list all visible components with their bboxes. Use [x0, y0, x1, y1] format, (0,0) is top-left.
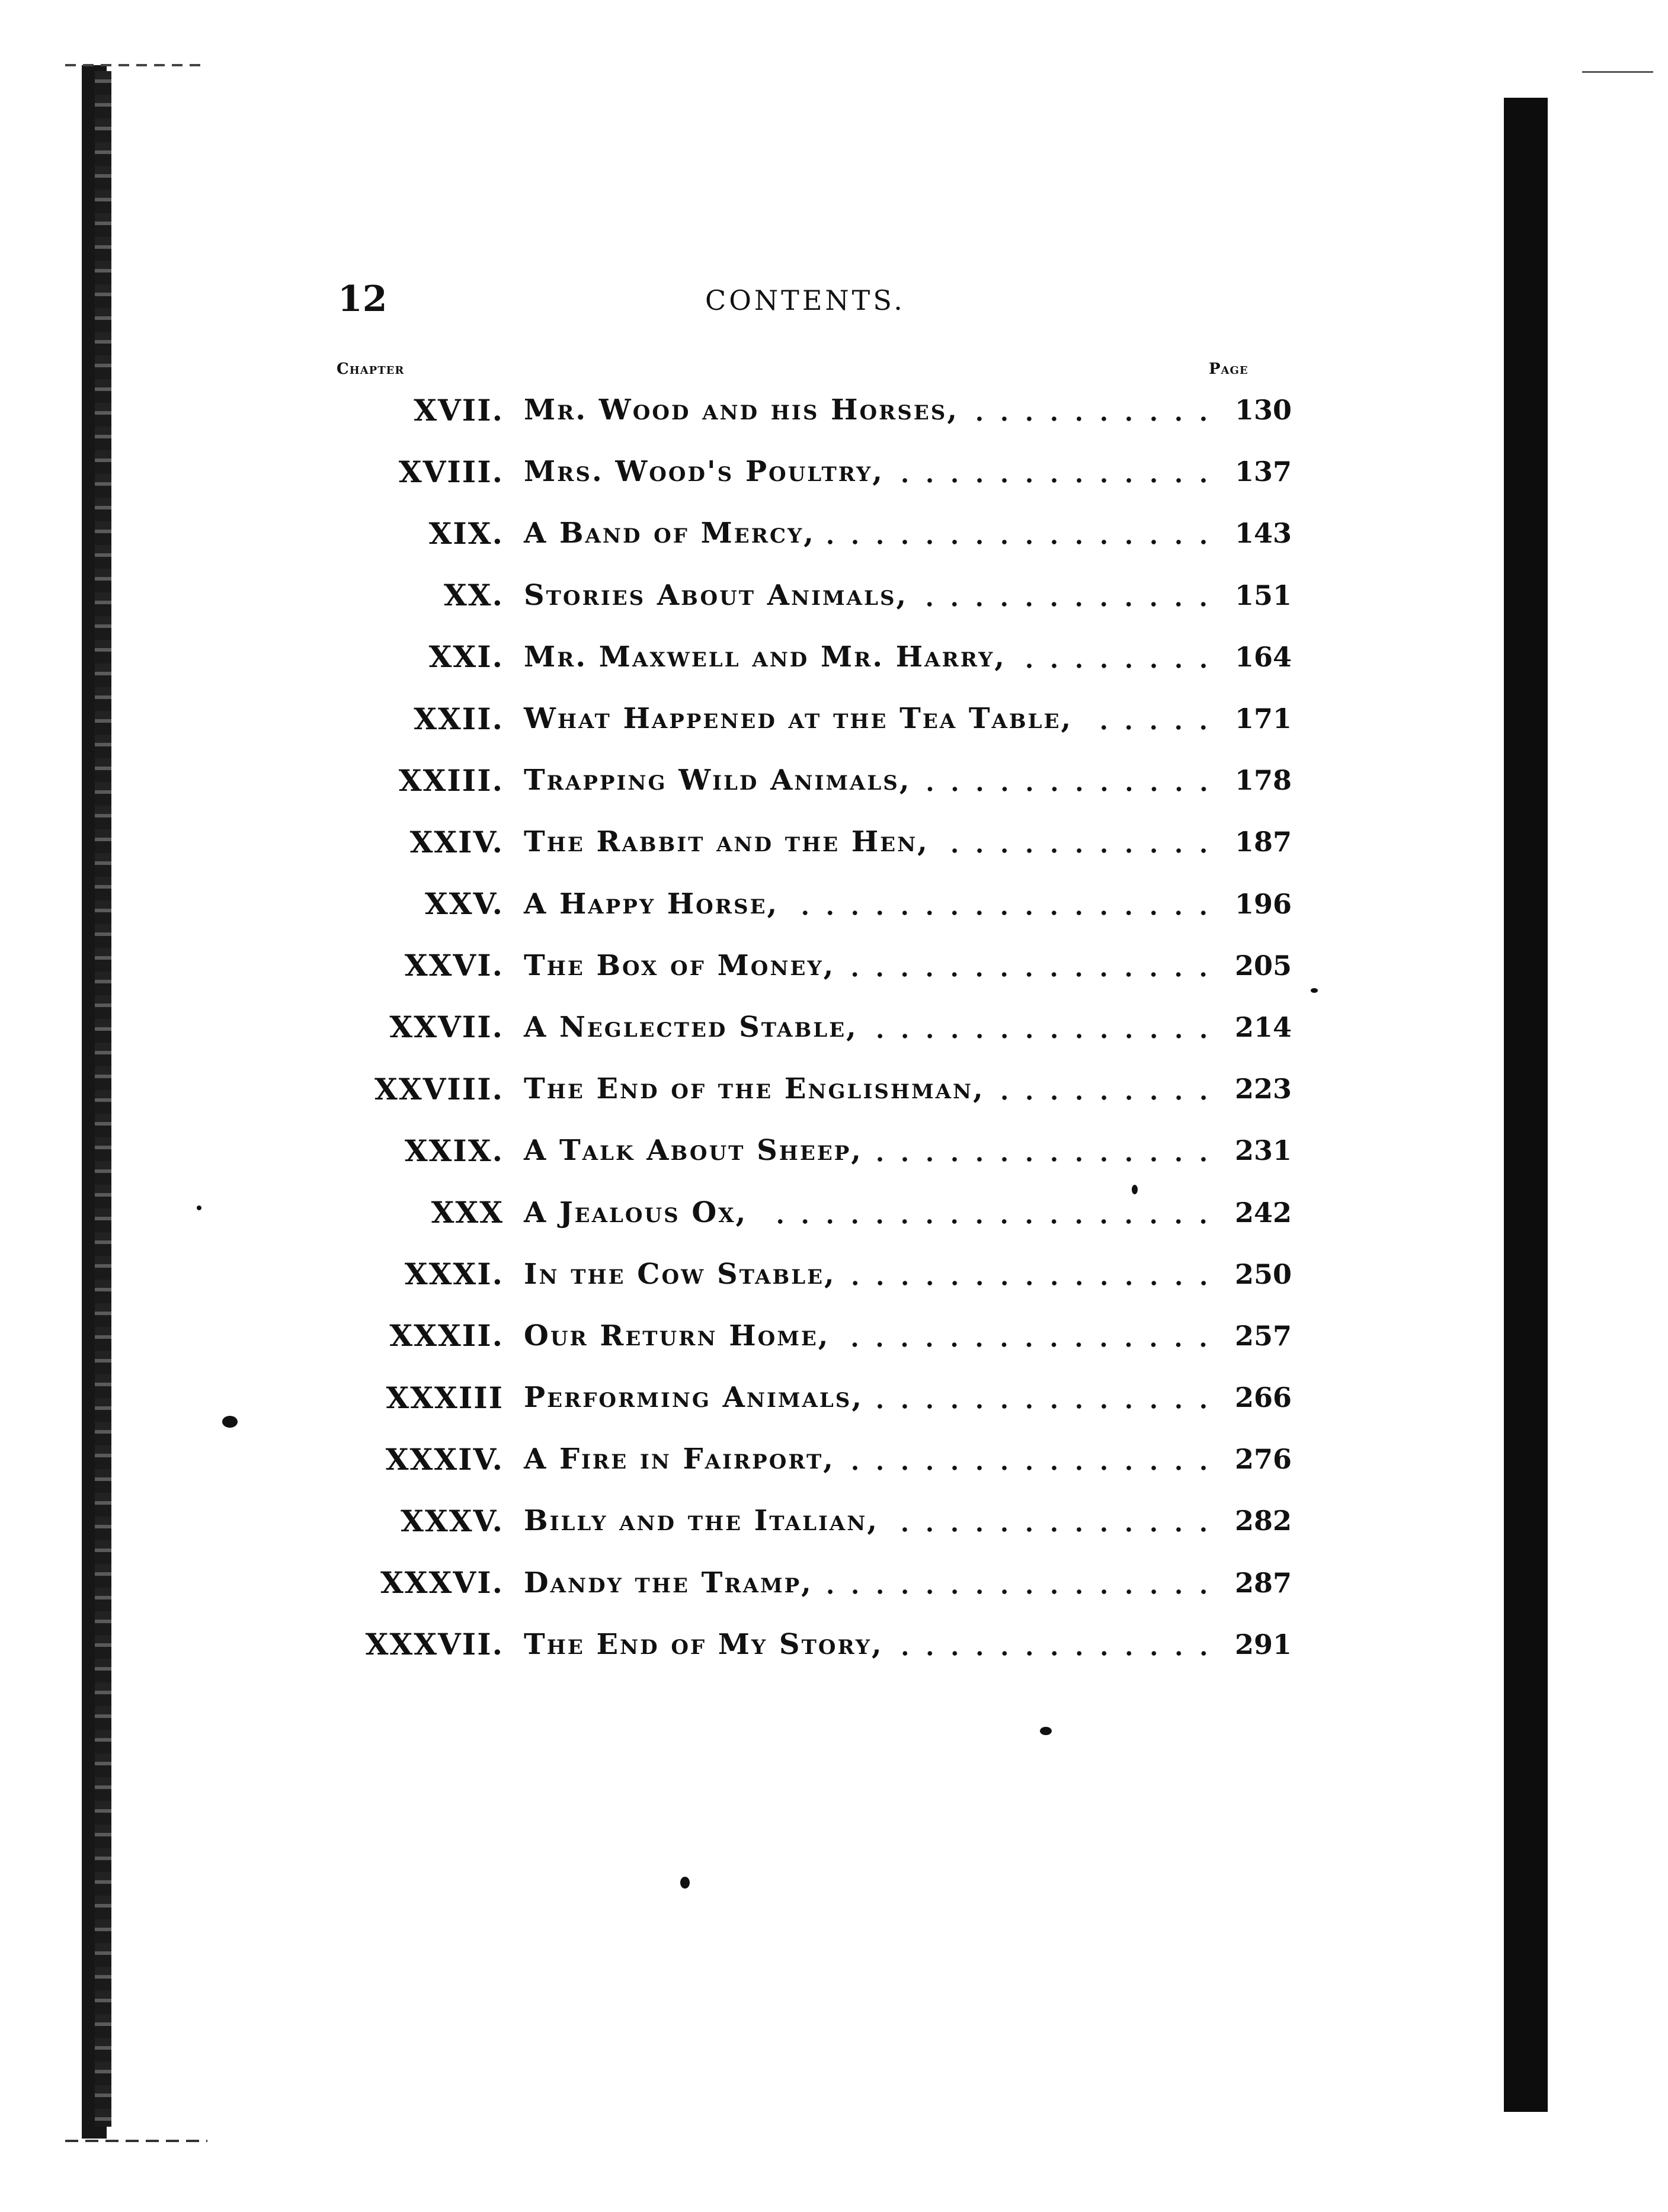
chapter-title: Mrs. Wood's Poultry,	[524, 455, 884, 489]
toc-entry	[332, 1428, 1292, 1490]
toc-entry	[332, 502, 1292, 564]
chapter-title: The Box of Money,	[524, 948, 835, 982]
page-reference: 205	[1234, 949, 1292, 982]
chapter-number: XXIV.	[409, 824, 504, 860]
toc-entry	[332, 1614, 1292, 1675]
chapter-number: XXIX.	[404, 1133, 504, 1168]
dot-leader	[895, 478, 1216, 483]
chapter-title: A Fire in Fairport,	[524, 1442, 835, 1476]
dot-leader	[969, 416, 1216, 421]
chapter-title: The Rabbit and the Hen,	[524, 825, 929, 859]
page-header	[338, 278, 1286, 332]
toc-entry	[332, 1552, 1292, 1614]
chapter-number: XXXII.	[389, 1318, 504, 1354]
dot-leader	[846, 972, 1216, 977]
chapter-title: Billy and the Italian,	[524, 1504, 879, 1538]
dot-leader	[1083, 725, 1216, 730]
chapter-title: Performing Animals,	[524, 1381, 864, 1415]
page-reference: 130	[1234, 394, 1292, 427]
page-reference: 178	[1234, 764, 1292, 797]
dot-leader	[789, 911, 1216, 915]
ink-speck	[222, 1416, 238, 1428]
dot-leader	[824, 1589, 1216, 1594]
dot-leader	[918, 602, 1216, 607]
chapter-title: A Neglected Stable,	[524, 1010, 858, 1044]
chapter-title: Stories About Animals,	[524, 578, 908, 612]
toc-entry	[332, 935, 1292, 996]
chapter-number: XXVIII.	[374, 1071, 504, 1107]
scan-binding-texture-left	[95, 71, 111, 2127]
chapter-title: Mr. Maxwell and Mr. Harry,	[524, 640, 1006, 674]
toc-entry	[332, 565, 1292, 626]
chapter-title: Trapping Wild Animals,	[524, 764, 911, 797]
chapter-number: XXV.	[424, 886, 504, 922]
chapter-number: XVIII.	[398, 454, 504, 489]
ink-speck	[197, 1206, 201, 1210]
dot-leader	[894, 1651, 1216, 1656]
dot-leader	[922, 787, 1216, 791]
chapter-title: A Jealous Ox,	[524, 1195, 748, 1229]
scan-artifact-top-right	[1582, 71, 1653, 73]
ink-speck	[1040, 1727, 1052, 1735]
page-reference: 242	[1234, 1196, 1292, 1229]
toc-entry	[332, 1058, 1292, 1120]
toc-entry	[332, 626, 1292, 688]
page-column-heading: Page	[1209, 360, 1248, 378]
toc-entry	[332, 749, 1292, 811]
page-reference: 287	[1234, 1566, 1292, 1599]
table-of-contents	[332, 379, 1292, 1675]
dot-leader	[840, 1342, 1216, 1347]
chapter-title: A Talk About Sheep,	[524, 1134, 863, 1168]
page-reference: 196	[1234, 887, 1292, 920]
ink-speck	[1311, 988, 1318, 993]
scan-artifact-top-left	[65, 64, 201, 66]
toc-entry	[332, 1490, 1292, 1551]
chapter-number: XXXVI.	[380, 1565, 504, 1601]
toc-entry	[332, 1120, 1292, 1181]
page-reference: 266	[1234, 1381, 1292, 1414]
dot-leader	[846, 1466, 1216, 1470]
chapter-title: The End of the Englishman,	[524, 1072, 985, 1106]
page-reference: 257	[1234, 1319, 1292, 1352]
chapter-title: Our Return Home,	[524, 1319, 830, 1352]
page-reference: 137	[1234, 456, 1292, 488]
page-reference: 223	[1234, 1073, 1292, 1105]
page-reference: 164	[1234, 640, 1292, 673]
chapter-number: XXXV.	[401, 1503, 504, 1538]
toc-entry	[332, 1305, 1292, 1367]
toc-entry	[332, 996, 1292, 1058]
toc-entry	[332, 1243, 1292, 1305]
chapter-title: Dandy the Tramp,	[524, 1566, 813, 1599]
chapter-title: Mr. Wood and his Horses,	[524, 393, 959, 427]
dot-leader	[940, 848, 1216, 853]
page-reference: 282	[1234, 1505, 1292, 1537]
page-number: 12	[338, 278, 388, 320]
page-reference: 151	[1234, 579, 1292, 611]
chapter-title: The End of My Story,	[524, 1627, 883, 1661]
chapter-number: XXI.	[428, 639, 504, 675]
chapter-number: XXII.	[414, 701, 504, 736]
toc-entry	[332, 1367, 1292, 1428]
toc-entry	[332, 441, 1292, 502]
dot-leader	[995, 1095, 1216, 1100]
chapter-title: A Band of Mercy,	[524, 517, 815, 550]
toc-entry	[332, 873, 1292, 935]
dot-leader	[1017, 663, 1216, 668]
chapter-number: XXIII.	[398, 762, 504, 798]
toc-entry	[332, 811, 1292, 873]
dot-leader	[874, 1404, 1216, 1409]
chapter-number: XXXVII.	[365, 1627, 504, 1662]
chapter-number: XXX	[431, 1195, 504, 1230]
chapter-number: XXVII.	[389, 1009, 504, 1045]
chapter-number: XXXIII	[386, 1380, 504, 1415]
chapter-number: XXXIV.	[385, 1441, 504, 1477]
scan-page-edge-right	[1504, 98, 1548, 2112]
chapter-title: In the Cow Stable,	[524, 1257, 836, 1291]
ink-speck	[680, 1877, 690, 1889]
toc-entry	[332, 379, 1292, 441]
chapter-number: XX.	[444, 578, 504, 613]
chapter-number: XVII.	[414, 392, 504, 428]
toc-entry	[332, 1181, 1292, 1243]
chapter-number: XXXI.	[404, 1256, 504, 1292]
dot-leader	[869, 1034, 1216, 1038]
dot-leader	[758, 1219, 1216, 1224]
chapter-number: XIX.	[428, 515, 504, 551]
chapter-title: What Happened at the Tea Table,	[524, 702, 1073, 736]
page-reference: 171	[1234, 703, 1292, 735]
dot-leader	[889, 1527, 1216, 1532]
chapter-number: XXVI.	[404, 948, 504, 983]
page-reference: 214	[1234, 1011, 1292, 1043]
page-reference: 291	[1234, 1628, 1292, 1660]
page-reference: 250	[1234, 1258, 1292, 1290]
chapter-title: A Happy Horse,	[524, 887, 779, 921]
page-reference: 231	[1234, 1134, 1292, 1167]
page-reference: 276	[1234, 1443, 1292, 1476]
page-reference: 143	[1234, 517, 1292, 550]
dot-leader	[873, 1157, 1216, 1162]
toc-entry	[332, 688, 1292, 749]
page-reference: 187	[1234, 826, 1292, 858]
dot-leader	[826, 540, 1216, 544]
chapter-column-heading: Chapter	[337, 360, 405, 378]
scan-artifact-bottom-left	[65, 2140, 207, 2142]
running-title: CONTENTS.	[705, 284, 905, 316]
dot-leader	[847, 1281, 1216, 1285]
